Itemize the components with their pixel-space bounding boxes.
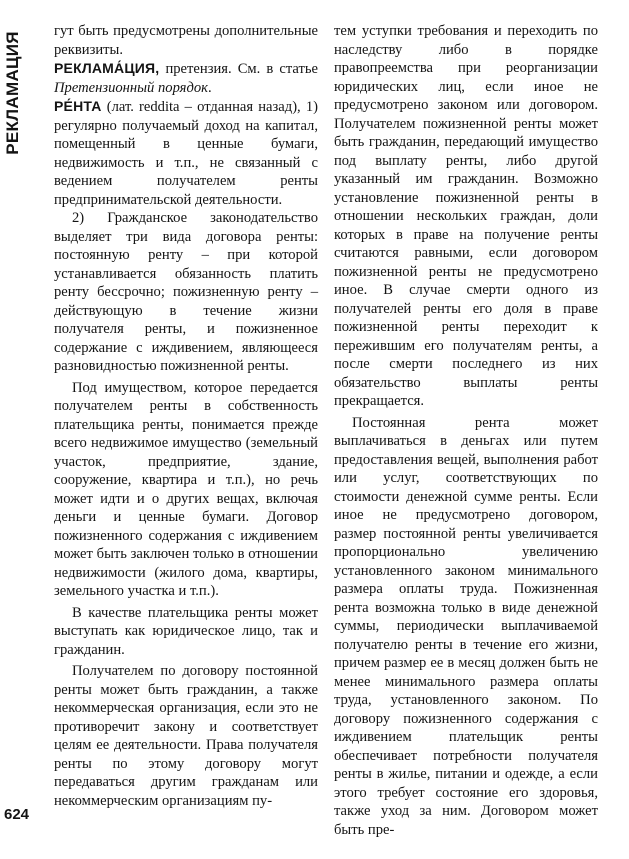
paragraph: 2) Гражданское законодательство выделяет три вида договора ренты: постоянную ренту – при которой устанавливается обязанность платить ренту бессрочно; пожизненную ренту – действующую в течение жизни получателя ренты, и пожизненное содержание с иждивением, являющееся разновидностью пожизненной ренты. [54, 210, 318, 374]
running-head-text: РЕКЛАМАЦИЯ [3, 31, 22, 155]
running-head [0, 18, 26, 168]
entry-headword: РЕКЛАМА́ЦИЯ, [54, 60, 160, 76]
left-column [54, 22, 318, 810]
entry-text-end: . [207, 79, 212, 96]
paragraph-continued: гут быть предусмотрены дополнительные реквизиты. [54, 23, 318, 58]
entry-headword: РЕ́НТА [54, 98, 102, 114]
right-column [334, 22, 598, 839]
entry-text: претензия. См. в статье [159, 61, 318, 77]
paragraph: Получателем по договору постоянной ренты может быть гражданин, а также некоммерческая организация, если это не противоречит закону и соответствует целям ее деятельности. Права получателя ренты по этому договору могут передаваться другим гражданам или некоммерческим организациям пу- [54, 663, 318, 809]
entry-renta [54, 97, 318, 209]
paragraph: Постоянная рента может выплачиваться в деньгах или путем предоставления вещей, выполнения работ или услуг, соответствующих по стоимости денежной сумме ренты. Если иное не предусмотрено договором, размер постоянной ренты увеличивается пропорционально увеличению установленного законом минимального размера оплаты труда. Пожизненная рента возможна только в виде денежной суммы, периодически выплачиваемой получателю ренты в течение его жизни, причем размер ее в месяц должен быть не менее минимального размера оплаты труда, установленного законом. По договору пожизненного содержания с иждивением плательщик ренты обеспечивает потребности получателя ренты в жилье, питании и одежде, а если этого требует состояние его здоровья, также уход за ним. Договором может быть пре- [334, 414, 598, 838]
cross-reference: Претензионный порядок [54, 79, 208, 96]
paragraph-continued: тем уступки требования и переходить по наследству либо в порядке правопреемства при реорганизации юридических лиц, если иное не предусмотрено законом или договором. Получателем пожизненной ренты может быть гражданин, передающий имущество под выплату ренты, либо другой указанный им гражданин. Возможно установление пожизненной ренты в отношении нескольких граждан, доли которых в праве на получение ренты считаются равными, если договором пожизненной ренты не предусмотрено иное. В случае смерти одного из получателей ренты его доля в праве пожизненной ренты переходит к пережившим его получателям ренты, а после смерти последнего из них обязательство выплаты ренты прекращается. [334, 23, 598, 409]
entry-reklamaciya [54, 59, 318, 97]
paragraph: Под имуществом, которое передается получателем ренты в собственность плательщика ренты, понимается прежде всего недвижимое имущество (земельный участок, предприятие, здание, сооружение, квартира и т.п.), но речь может идти и о других вещах, включая деньги и ценные бумаги. Договор пожизненного содержания с иждивением может быть заключен только в отношении недвижимости (жилого дома, квартиры, земельного участка и т.п.). [54, 379, 318, 599]
paragraph: В качестве плательщика ренты может выступать как юридическое лицо, так и гражданин. [54, 604, 318, 658]
entry-text: (лат. reddita – отданная назад), 1) регулярно получаемый доход на капитал, помещенный в ценные бумаги, недвижимость и т.п., не связанный с ведением получателем ренты предпринимательской деятельности. [54, 99, 318, 208]
page-number: 624 [4, 806, 30, 823]
